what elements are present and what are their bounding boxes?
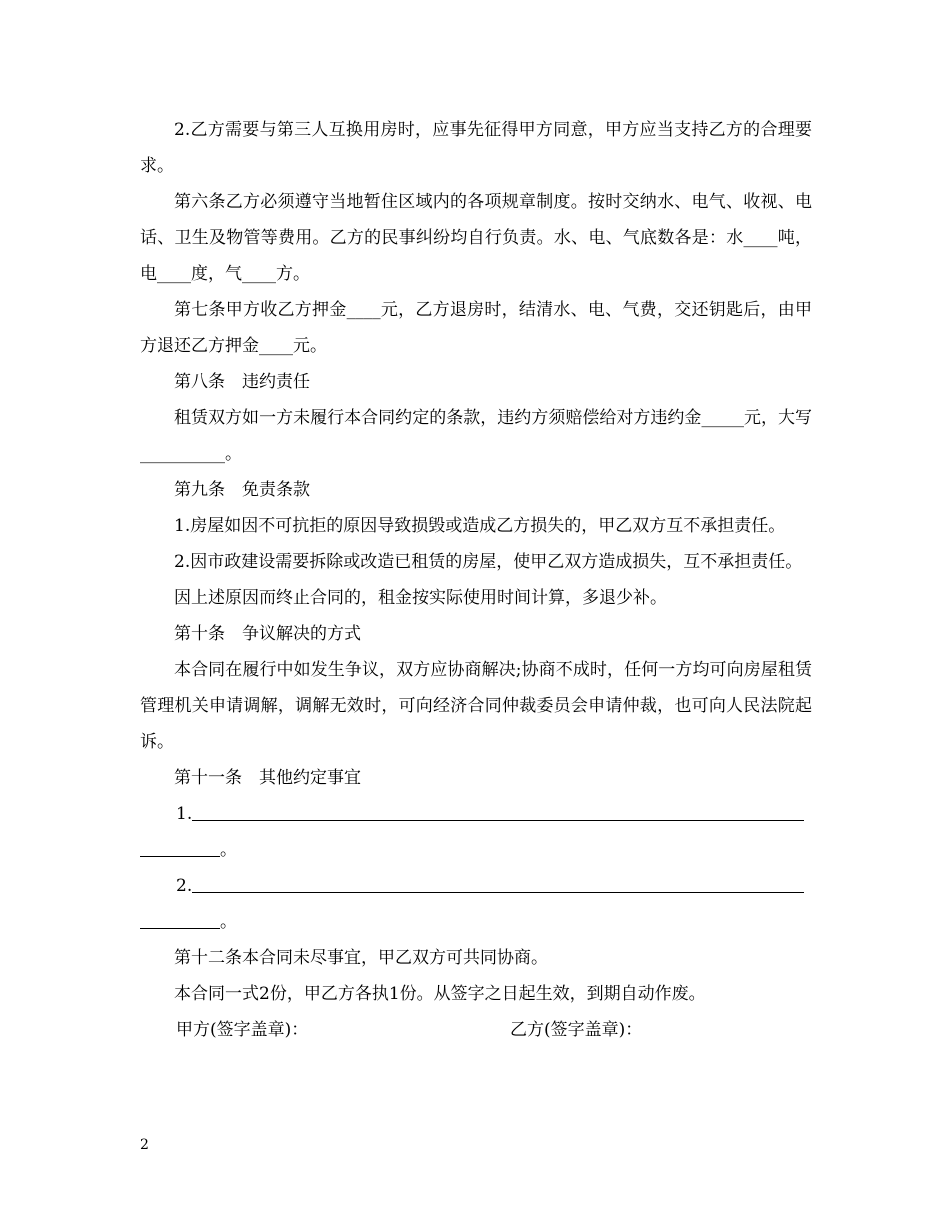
other-item-1 — [140, 796, 812, 868]
clause-paragraph: 因上述原因而终止合同的，租金按实际使用时间计算，多退少补。 — [174, 588, 667, 608]
section-heading: 第八条 违约责任 — [174, 372, 310, 392]
clause-paragraph: 第十二条本合同未尽事宜，甲乙双方可共同协商。 — [174, 948, 548, 968]
fill-blank-line — [192, 802, 804, 821]
fill-blank-line — [140, 910, 220, 929]
clause-paragraph: 第六条乙方必须遵守当地暂住区域内的各项规章制度。按时交纳水、电气、收视、电话、卫生及物管等费用。乙方的民事纠纷均自行负责。水、电、气底数各是：水____吨，电____度，气____方。 — [140, 192, 812, 284]
clause-paragraph: 第七条甲方收乙方押金____元，乙方退房时，结清水、电、气费，交还钥匙后，由甲方退还乙方押金____元。 — [140, 300, 812, 356]
party-a-signature: 甲方(签字盖章)： — [176, 1020, 309, 1040]
clause-paragraph: 1.房屋如因不可抗拒的原因导致损毁或造成乙方损失的，甲乙双方互不承担责任。 — [174, 516, 786, 536]
clause-paragraph: 2.乙方需要与第三人互换用房时，应事先征得甲方同意，甲方应当支持乙方的合理要求。 — [140, 120, 812, 176]
page-number: 2 — [140, 1137, 149, 1153]
item-number: 2. — [176, 876, 193, 896]
section-heading: 第十一条 其他约定事宜 — [174, 768, 361, 788]
party-b-signature: 乙方(签字盖章)： — [510, 1020, 643, 1040]
other-item-2 — [140, 868, 812, 940]
item-number: 1. — [176, 804, 193, 824]
clause-paragraph: 租赁双方如一方未履行本合同约定的条款，违约方须赔偿给对方违约金_____元，大写__________。 — [140, 408, 812, 464]
fill-blank-line — [140, 838, 220, 857]
item-end-mark: 。 — [220, 912, 237, 932]
contract-body — [140, 112, 812, 1048]
section-heading: 第九条 免责条款 — [174, 480, 310, 500]
item-end-mark: 。 — [220, 840, 237, 860]
signature-row — [140, 1012, 812, 1048]
fill-blank-line — [192, 874, 804, 893]
section-heading: 第十条 争议解决的方式 — [174, 624, 361, 644]
clause-paragraph: 本合同一式2份，甲乙方各执1份。从签字之日起生效，到期自动作废。 — [174, 984, 706, 1004]
clause-paragraph: 本合同在履行中如发生争议，双方应协商解决;协商不成时，任何一方均可向房屋租赁管理机关申请调解，调解无效时，可向经济合同仲裁委员会申请仲裁，也可向人民法院起诉。 — [140, 660, 812, 752]
clause-paragraph: 2.因市政建设需要拆除或改造已租赁的房屋，使甲乙双方造成损失，互不承担责任。 — [174, 552, 803, 572]
